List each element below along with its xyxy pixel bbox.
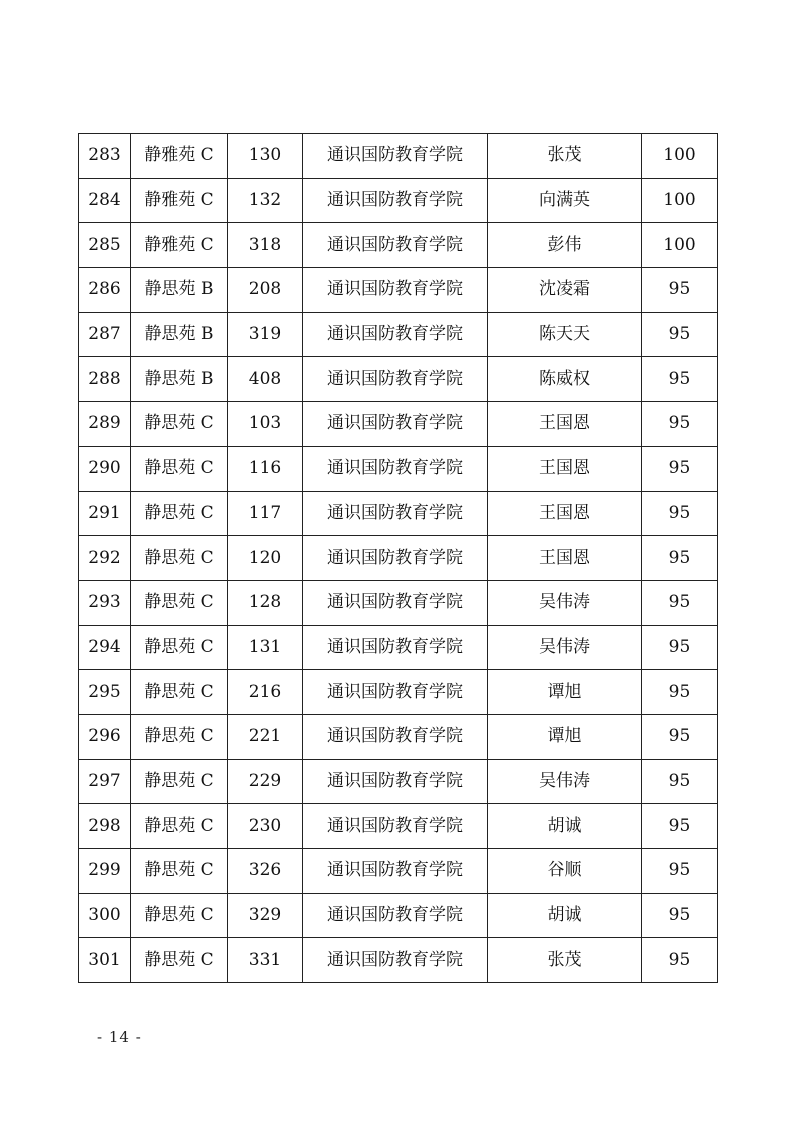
room-number-cell: 326 — [228, 849, 303, 894]
row-number-cell: 293 — [79, 580, 131, 625]
building-cell: 静思苑 B — [131, 357, 228, 402]
room-number-cell: 319 — [228, 312, 303, 357]
college-cell: 通识国防教育学院 — [303, 759, 488, 804]
score-cell: 95 — [642, 580, 718, 625]
score-cell: 95 — [642, 849, 718, 894]
inspector-name-cell: 张茂 — [488, 938, 642, 983]
page-number: - 14 - — [97, 1028, 142, 1046]
building-cell: 静思苑 C — [131, 714, 228, 759]
college-cell: 通识国防教育学院 — [303, 402, 488, 447]
table-row — [79, 223, 718, 268]
score-cell: 95 — [642, 804, 718, 849]
college-cell: 通识国防教育学院 — [303, 491, 488, 536]
table-row — [79, 134, 718, 179]
row-number-cell: 287 — [79, 312, 131, 357]
building-cell: 静思苑 C — [131, 893, 228, 938]
inspector-name-cell: 胡诚 — [488, 804, 642, 849]
room-number-cell: 230 — [228, 804, 303, 849]
building-cell: 静思苑 C — [131, 536, 228, 581]
table-row — [79, 357, 718, 402]
college-cell: 通识国防教育学院 — [303, 938, 488, 983]
room-number-cell: 221 — [228, 714, 303, 759]
room-number-cell: 116 — [228, 446, 303, 491]
table-row — [79, 714, 718, 759]
table-body — [79, 134, 718, 983]
room-number-cell: 103 — [228, 402, 303, 447]
room-number-cell: 331 — [228, 938, 303, 983]
college-cell: 通识国防教育学院 — [303, 134, 488, 179]
inspector-name-cell: 彭伟 — [488, 223, 642, 268]
college-cell: 通识国防教育学院 — [303, 849, 488, 894]
table-row — [79, 938, 718, 983]
table-row — [79, 580, 718, 625]
building-cell: 静思苑 B — [131, 268, 228, 313]
building-cell: 静思苑 B — [131, 312, 228, 357]
building-cell: 静思苑 C — [131, 446, 228, 491]
table-row — [79, 849, 718, 894]
row-number-cell: 290 — [79, 446, 131, 491]
row-number-cell: 292 — [79, 536, 131, 581]
score-cell: 95 — [642, 536, 718, 581]
table-row — [79, 268, 718, 313]
room-number-cell: 128 — [228, 580, 303, 625]
score-cell: 95 — [642, 714, 718, 759]
room-number-cell: 216 — [228, 670, 303, 715]
building-cell: 静思苑 C — [131, 759, 228, 804]
building-cell: 静思苑 C — [131, 670, 228, 715]
row-number-cell: 283 — [79, 134, 131, 179]
inspector-name-cell: 谭旭 — [488, 670, 642, 715]
building-cell: 静思苑 C — [131, 938, 228, 983]
table-row — [79, 670, 718, 715]
inspector-name-cell: 张茂 — [488, 134, 642, 179]
inspector-name-cell: 王国恩 — [488, 536, 642, 581]
table-row — [79, 536, 718, 581]
college-cell: 通识国防教育学院 — [303, 536, 488, 581]
row-number-cell: 296 — [79, 714, 131, 759]
room-number-cell: 120 — [228, 536, 303, 581]
college-cell: 通识国防教育学院 — [303, 714, 488, 759]
inspector-name-cell: 陈威权 — [488, 357, 642, 402]
college-cell: 通识国防教育学院 — [303, 178, 488, 223]
row-number-cell: 294 — [79, 625, 131, 670]
table-row — [79, 312, 718, 357]
building-cell: 静雅苑 C — [131, 134, 228, 179]
college-cell: 通识国防教育学院 — [303, 893, 488, 938]
score-cell: 95 — [642, 446, 718, 491]
college-cell: 通识国防教育学院 — [303, 357, 488, 402]
table-row — [79, 446, 718, 491]
row-number-cell: 289 — [79, 402, 131, 447]
inspector-name-cell: 向满英 — [488, 178, 642, 223]
building-cell: 静思苑 C — [131, 402, 228, 447]
table-row — [79, 893, 718, 938]
room-number-cell: 329 — [228, 893, 303, 938]
score-cell: 95 — [642, 938, 718, 983]
row-number-cell: 297 — [79, 759, 131, 804]
row-number-cell: 291 — [79, 491, 131, 536]
table-row — [79, 759, 718, 804]
room-number-cell: 318 — [228, 223, 303, 268]
college-cell: 通识国防教育学院 — [303, 268, 488, 313]
college-cell: 通识国防教育学院 — [303, 670, 488, 715]
inspector-name-cell: 谷顺 — [488, 849, 642, 894]
room-number-cell: 208 — [228, 268, 303, 313]
table-row — [79, 178, 718, 223]
row-number-cell: 286 — [79, 268, 131, 313]
inspector-name-cell: 王国恩 — [488, 446, 642, 491]
college-cell: 通识国防教育学院 — [303, 446, 488, 491]
score-cell: 95 — [642, 402, 718, 447]
inspector-name-cell: 王国恩 — [488, 491, 642, 536]
score-cell: 95 — [642, 268, 718, 313]
college-cell: 通识国防教育学院 — [303, 312, 488, 357]
room-number-cell: 229 — [228, 759, 303, 804]
inspector-name-cell: 吴伟涛 — [488, 759, 642, 804]
building-cell: 静雅苑 C — [131, 178, 228, 223]
building-cell: 静思苑 C — [131, 849, 228, 894]
score-cell: 95 — [642, 759, 718, 804]
college-cell: 通识国防教育学院 — [303, 625, 488, 670]
score-cell: 95 — [642, 312, 718, 357]
inspector-name-cell: 谭旭 — [488, 714, 642, 759]
inspector-name-cell: 陈天天 — [488, 312, 642, 357]
row-number-cell: 284 — [79, 178, 131, 223]
building-cell: 静雅苑 C — [131, 223, 228, 268]
score-cell: 95 — [642, 357, 718, 402]
score-cell: 100 — [642, 134, 718, 179]
college-cell: 通识国防教育学院 — [303, 804, 488, 849]
room-number-cell: 408 — [228, 357, 303, 402]
building-cell: 静思苑 C — [131, 491, 228, 536]
score-cell: 95 — [642, 670, 718, 715]
row-number-cell: 299 — [79, 849, 131, 894]
score-cell: 100 — [642, 178, 718, 223]
score-cell: 95 — [642, 625, 718, 670]
inspector-name-cell: 吴伟涛 — [488, 580, 642, 625]
college-cell: 通识国防教育学院 — [303, 223, 488, 268]
building-cell: 静思苑 C — [131, 804, 228, 849]
score-cell: 95 — [642, 491, 718, 536]
dorm-inspection-table — [78, 133, 718, 983]
inspector-name-cell: 胡诚 — [488, 893, 642, 938]
table-row — [79, 804, 718, 849]
row-number-cell: 301 — [79, 938, 131, 983]
building-cell: 静思苑 C — [131, 625, 228, 670]
college-cell: 通识国防教育学院 — [303, 580, 488, 625]
room-number-cell: 130 — [228, 134, 303, 179]
table-row — [79, 491, 718, 536]
score-cell: 95 — [642, 893, 718, 938]
building-cell: 静思苑 C — [131, 580, 228, 625]
row-number-cell: 300 — [79, 893, 131, 938]
table-row — [79, 402, 718, 447]
table-row — [79, 625, 718, 670]
room-number-cell: 117 — [228, 491, 303, 536]
row-number-cell: 285 — [79, 223, 131, 268]
inspector-name-cell: 王国恩 — [488, 402, 642, 447]
row-number-cell: 298 — [79, 804, 131, 849]
room-number-cell: 132 — [228, 178, 303, 223]
score-cell: 100 — [642, 223, 718, 268]
room-number-cell: 131 — [228, 625, 303, 670]
inspector-name-cell: 沈凌霜 — [488, 268, 642, 313]
row-number-cell: 288 — [79, 357, 131, 402]
inspector-name-cell: 吴伟涛 — [488, 625, 642, 670]
row-number-cell: 295 — [79, 670, 131, 715]
